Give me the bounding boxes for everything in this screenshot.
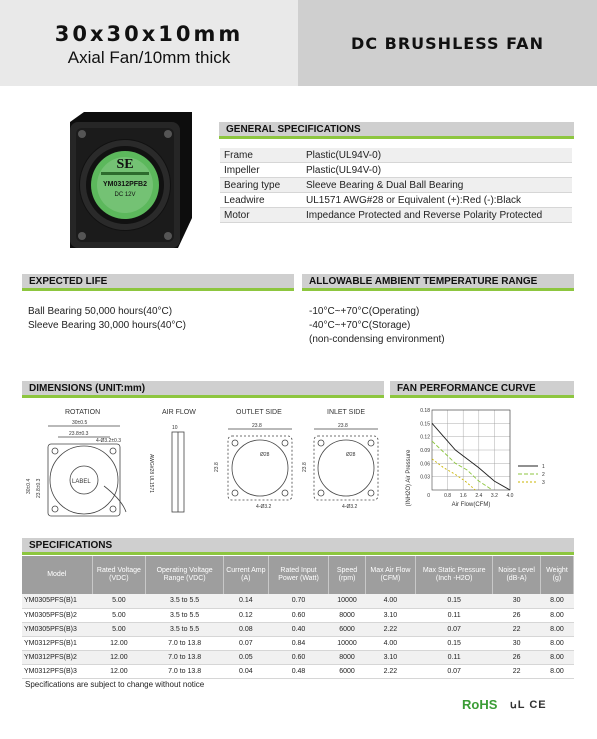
spec-row bbox=[22, 636, 574, 650]
dim-outlet-width: 23.8 bbox=[252, 423, 262, 429]
spec-cell: 0.14 bbox=[223, 594, 268, 608]
spec-cell: 3.10 bbox=[365, 608, 415, 622]
general-spec-row bbox=[220, 178, 572, 193]
dim-inlet-width: 23.8 bbox=[338, 423, 348, 429]
general-spec-row bbox=[220, 163, 572, 178]
spec-cell: 0.08 bbox=[223, 622, 268, 636]
dim-outlet-diameter: Ø28 bbox=[260, 452, 270, 458]
spec-cell: 0.07 bbox=[223, 636, 268, 650]
general-spec-key: Impeller bbox=[224, 165, 260, 176]
expected-life-ball: Ball Bearing 50,000 hours(40°C) bbox=[28, 306, 173, 317]
chart-origin-label: 0 bbox=[427, 493, 430, 499]
spec-cell: 0.60 bbox=[268, 608, 328, 622]
spec-cell: 12.00 bbox=[92, 650, 146, 664]
chart-ylabel: (INH2O) Air Pressure bbox=[406, 449, 412, 507]
dim-inlet-hole: 4-Ø3.2 bbox=[342, 504, 358, 510]
dim-inlet-height: 23.8 bbox=[302, 462, 308, 472]
fan-model-text: YM0312PFB2 bbox=[103, 181, 147, 188]
spec-cell: 8000 bbox=[329, 650, 366, 664]
specs-header: SPECIFICATIONS bbox=[22, 538, 574, 555]
spec-col-header: Rated Voltage (VDC) bbox=[92, 556, 146, 594]
outlet-view bbox=[228, 429, 292, 500]
spec-col-header: Operating Voltage Range (VDC) bbox=[146, 556, 224, 594]
spec-cell: 5.00 bbox=[92, 608, 146, 622]
general-spec-value: UL1571 AWG#28 or Equivalent (+):Red (-):Black bbox=[306, 195, 522, 206]
spec-cell: 0.60 bbox=[268, 650, 328, 664]
general-spec-row bbox=[220, 193, 572, 208]
fan-brand: SE bbox=[116, 157, 134, 172]
chart-xtick-label: 1.6 bbox=[459, 493, 467, 499]
spec-cell: 4.00 bbox=[365, 594, 415, 608]
spec-cell: 2.22 bbox=[365, 622, 415, 636]
chart-series-line bbox=[432, 459, 475, 490]
spec-cell: 30 bbox=[493, 636, 541, 650]
spec-cell: 3.5 to 5.5 bbox=[146, 594, 224, 608]
chart-series-line bbox=[432, 441, 492, 490]
chart-xtick-label: 4.0 bbox=[506, 493, 514, 499]
general-spec-key: Leadwire bbox=[224, 195, 265, 206]
spec-model-cell: YM0305PFS(B)1 bbox=[22, 594, 92, 608]
spec-cell: 0.48 bbox=[268, 664, 328, 678]
expected-life-body bbox=[28, 305, 186, 333]
chart-ytick-label: 0.18 bbox=[420, 408, 430, 414]
dim-inlet-diameter: Ø28 bbox=[346, 452, 356, 458]
view-rotation-label: ROTATION bbox=[65, 409, 101, 416]
spec-row bbox=[22, 594, 574, 608]
spec-cell: 6000 bbox=[329, 622, 366, 636]
general-spec-key: Motor bbox=[224, 210, 250, 221]
spec-cell: 7.0 to 13.8 bbox=[146, 636, 224, 650]
spec-col-header: Noise Level (dB-A) bbox=[493, 556, 541, 594]
specs-note: Specifications are subject to change without notice bbox=[25, 680, 205, 689]
spec-cell: 6000 bbox=[329, 664, 366, 678]
spec-cell: 22 bbox=[493, 622, 541, 636]
temperature-header: ALLOWABLE AMBIENT TEMPERATURE RANGE bbox=[302, 274, 574, 291]
spec-row bbox=[22, 622, 574, 636]
dim-label-text: LABEL bbox=[72, 479, 91, 485]
spec-row bbox=[22, 608, 574, 622]
spec-col-header: Rated Input Power (Watt) bbox=[268, 556, 328, 594]
chart-ytick-label: 0.15 bbox=[420, 421, 430, 428]
performance-chart bbox=[392, 404, 574, 516]
expected-life-header: EXPECTED LIFE bbox=[22, 274, 294, 291]
view-airflow-label: AIR FLOW bbox=[162, 409, 196, 416]
spec-cell: 8.00 bbox=[540, 636, 573, 650]
spec-col-header: Max Static Pressure (Inch -H2O) bbox=[416, 556, 493, 594]
spec-cell: 5.00 bbox=[92, 622, 146, 636]
spec-model-cell: YM0312PFS(B)3 bbox=[22, 664, 92, 678]
spec-cell: 0.15 bbox=[416, 636, 493, 650]
spec-cell: 10000 bbox=[329, 636, 366, 650]
spec-row bbox=[22, 650, 574, 664]
view-outlet-label: OUTLET SIDE bbox=[236, 409, 282, 416]
spec-cell: 8.00 bbox=[540, 650, 573, 664]
spec-cell: 7.0 to 13.8 bbox=[146, 650, 224, 664]
fan-voltage-text: DC 12V bbox=[114, 192, 136, 198]
temp-note: (non-condensing environment) bbox=[309, 334, 445, 345]
dim-outlet-hole: 4-Ø3.2 bbox=[256, 504, 272, 510]
spec-cell: 0.70 bbox=[268, 594, 328, 608]
spec-model-cell: YM0312PFS(B)2 bbox=[22, 650, 92, 664]
spec-cell: 10000 bbox=[329, 594, 366, 608]
chart-series-line bbox=[432, 423, 510, 490]
dim-width-30: 30±0.5 bbox=[72, 420, 88, 426]
spec-col-header: Speed (rpm) bbox=[329, 556, 366, 594]
spec-cell: 0.84 bbox=[268, 636, 328, 650]
temp-storage: -40°C~+70°C(Storage) bbox=[309, 320, 411, 331]
spec-col-header: Max Air Flow (CFM) bbox=[365, 556, 415, 594]
header-right bbox=[298, 0, 597, 86]
chart-ytick-label: 0.12 bbox=[420, 434, 430, 441]
spec-cell: 8.00 bbox=[540, 608, 573, 622]
chart-legend-label: 1 bbox=[542, 464, 545, 470]
fan-subtitle: Axial Fan/10mm thick bbox=[67, 48, 231, 67]
spec-cell: 0.07 bbox=[416, 622, 493, 636]
chart-legend-label: 2 bbox=[542, 472, 545, 478]
spec-cell: 8.00 bbox=[540, 664, 573, 678]
fan-size-title: 30x30x10mm bbox=[54, 22, 244, 46]
chart-legend-label: 3 bbox=[542, 480, 545, 486]
chart-xlabel: Air Flow(CFM) bbox=[451, 502, 491, 508]
spec-cell: 2.22 bbox=[365, 664, 415, 678]
spec-cell: 12.00 bbox=[92, 664, 146, 678]
dim-hole: 4-Ø3.2±0.3 bbox=[96, 438, 121, 444]
spec-cell: 8.00 bbox=[540, 594, 573, 608]
spec-cell: 5.00 bbox=[92, 594, 146, 608]
chart-xtick-label: 0.8 bbox=[444, 493, 452, 499]
spec-cell: 3.5 to 5.5 bbox=[146, 608, 224, 622]
spec-col-header: Current Amp (A) bbox=[223, 556, 268, 594]
dim-height-30: 30±0.4 bbox=[26, 478, 32, 494]
product-title: DC BRUSHLESS FAN bbox=[351, 33, 544, 53]
dimension-drawings bbox=[22, 402, 384, 522]
general-spec-value: Sleeve Bearing & Dual Ball Bearing bbox=[306, 180, 464, 191]
spec-model-cell: YM0305PFS(B)2 bbox=[22, 608, 92, 622]
spec-cell: 3.5 to 5.5 bbox=[146, 622, 224, 636]
chart-xtick-label: 3.2 bbox=[490, 493, 498, 499]
temperature-body bbox=[309, 305, 445, 347]
spec-cell: 4.00 bbox=[365, 636, 415, 650]
general-spec-key: Frame bbox=[224, 150, 253, 161]
temp-operating: -10°C~+70°C(Operating) bbox=[309, 306, 420, 317]
spec-cell: 22 bbox=[493, 664, 541, 678]
general-spec-row bbox=[220, 148, 572, 163]
spec-cell: 0.07 bbox=[416, 664, 493, 678]
chart-xtick-label: 2.4 bbox=[475, 493, 483, 499]
spec-cell: 0.11 bbox=[416, 608, 493, 622]
spec-cell: 7.0 to 13.8 bbox=[146, 664, 224, 678]
spec-cell: 0.05 bbox=[223, 650, 268, 664]
cert-logos: ꭎL CE bbox=[510, 699, 547, 711]
dim-outlet-height: 23.8 bbox=[214, 462, 220, 472]
spec-model-cell: YM0305PFS(B)3 bbox=[22, 622, 92, 636]
dim-thickness: 10 bbox=[172, 425, 178, 431]
specs-table bbox=[22, 556, 574, 679]
general-spec-table bbox=[220, 148, 572, 223]
general-spec-key: Bearing type bbox=[224, 180, 281, 191]
spec-cell: 0.11 bbox=[416, 650, 493, 664]
spec-row bbox=[22, 664, 574, 678]
dimensions-header: DIMENSIONS (UNIT:mm) bbox=[22, 381, 384, 398]
spec-col-header: Model bbox=[22, 556, 92, 594]
spec-cell: 12.00 bbox=[92, 636, 146, 650]
spec-cell: 30 bbox=[493, 594, 541, 608]
spec-cell: 26 bbox=[493, 608, 541, 622]
chart-ytick-label: 0.09 bbox=[420, 448, 430, 454]
chart-ytick-label: 0.06 bbox=[420, 461, 430, 468]
spec-cell: 8.00 bbox=[540, 622, 573, 636]
chart-ytick-label: 0.03 bbox=[420, 474, 430, 481]
expected-life-sleeve: Sleeve Bearing 30,000 hours(40°C) bbox=[28, 320, 186, 331]
spec-cell: 0.40 bbox=[268, 622, 328, 636]
spec-cell: 8000 bbox=[329, 608, 366, 622]
fan-photo bbox=[58, 108, 198, 258]
inlet-view bbox=[314, 429, 378, 500]
dim-width-238: 23.8±0.3 bbox=[69, 431, 89, 437]
spec-model-cell: YM0312PFS(B)1 bbox=[22, 636, 92, 650]
view-inlet-label: INLET SIDE bbox=[327, 409, 365, 416]
general-spec-value: Plastic(UL94V-0) bbox=[306, 150, 382, 161]
spec-cell: 0.12 bbox=[223, 608, 268, 622]
spec-col-header: Weight (g) bbox=[540, 556, 573, 594]
spec-cell: 0.04 bbox=[223, 664, 268, 678]
rohs-logo: RoHS bbox=[462, 697, 498, 712]
general-spec-value: Plastic(UL94V-0) bbox=[306, 165, 382, 176]
spec-cell: 3.10 bbox=[365, 650, 415, 664]
spec-cell: 0.15 bbox=[416, 594, 493, 608]
general-spec-value: Impedance Protected and Reverse Polarity Protected bbox=[306, 210, 543, 221]
header-left bbox=[0, 0, 298, 86]
airflow-view bbox=[172, 432, 184, 512]
general-spec-header: GENERAL SPECIFICATIONS bbox=[219, 122, 574, 139]
general-spec-row bbox=[220, 208, 572, 223]
curve-header: FAN PERFORMANCE CURVE bbox=[390, 381, 574, 398]
dim-height-238: 23.8±0.3 bbox=[36, 478, 42, 498]
dim-wire: AWG#28 UL1571 bbox=[148, 454, 154, 494]
spec-cell: 26 bbox=[493, 650, 541, 664]
